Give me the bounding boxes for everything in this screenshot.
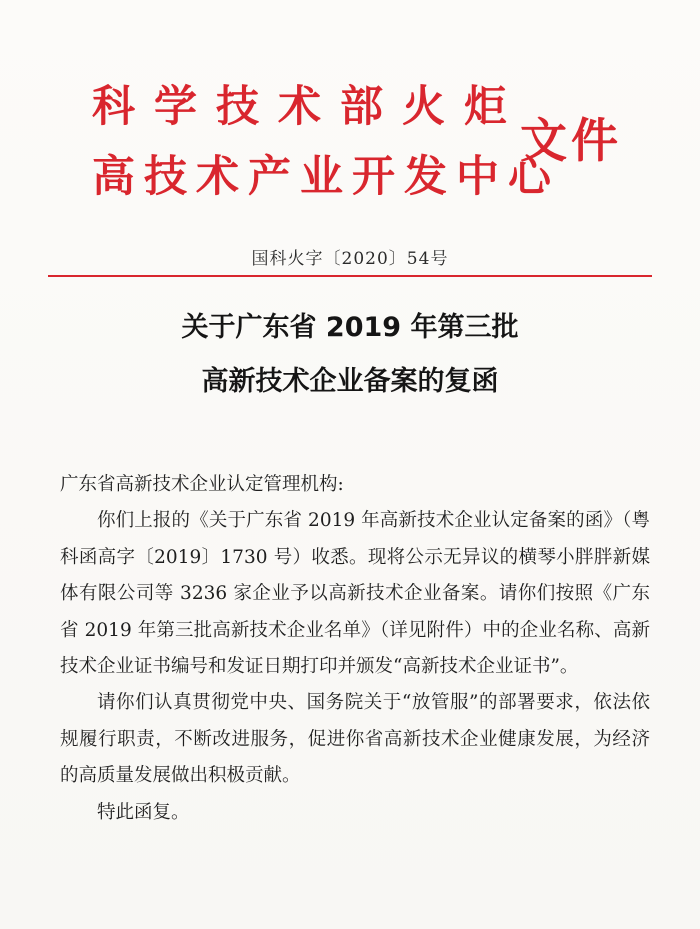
salutation: 广东省高新技术企业认定管理机构: — [60, 474, 344, 495]
body-paragraph-2: 请你们认真贯彻党中央、国务院关于“放管服”的部署要求，依法依规履行职责，不断改进服务，促进你省高新技术企业健康发展，为经济的高质量发展做出积极贡献。 — [60, 692, 650, 787]
document-title-line2: 高新技术企业备案的复函 — [201, 366, 499, 397]
document-title-line1: 关于广东省 2019 年第三批 — [181, 312, 519, 343]
body-paragraph-1: 你们上报的《关于广东省 2019 年高新技术企业认定备案的函》（粤科函高字〔2019〕1730 号）收悉。现将公示无异议的横琴小胖胖新媒体有限公司等 3236 家企业予以高新技术企业备案。请你们按照《广东省 2019 年第三批高新技术企业名单》（详见附件）中的企业名称、高新技术企业证书编号和发证日期打印并颁发“高新技术企业证书”。 — [60, 510, 650, 678]
document-type-label: 文件 — [520, 114, 622, 169]
document-body — [60, 467, 650, 831]
header-divider-line — [48, 275, 652, 277]
issuer-name-line1: 科学技术部火炬 — [92, 82, 526, 132]
issuer-name-line2: 高技术产业开发中心 — [92, 152, 560, 202]
document-number: 国科火字〔2020〕54号 — [251, 249, 449, 269]
closing-line: 特此函复。 — [97, 801, 190, 823]
